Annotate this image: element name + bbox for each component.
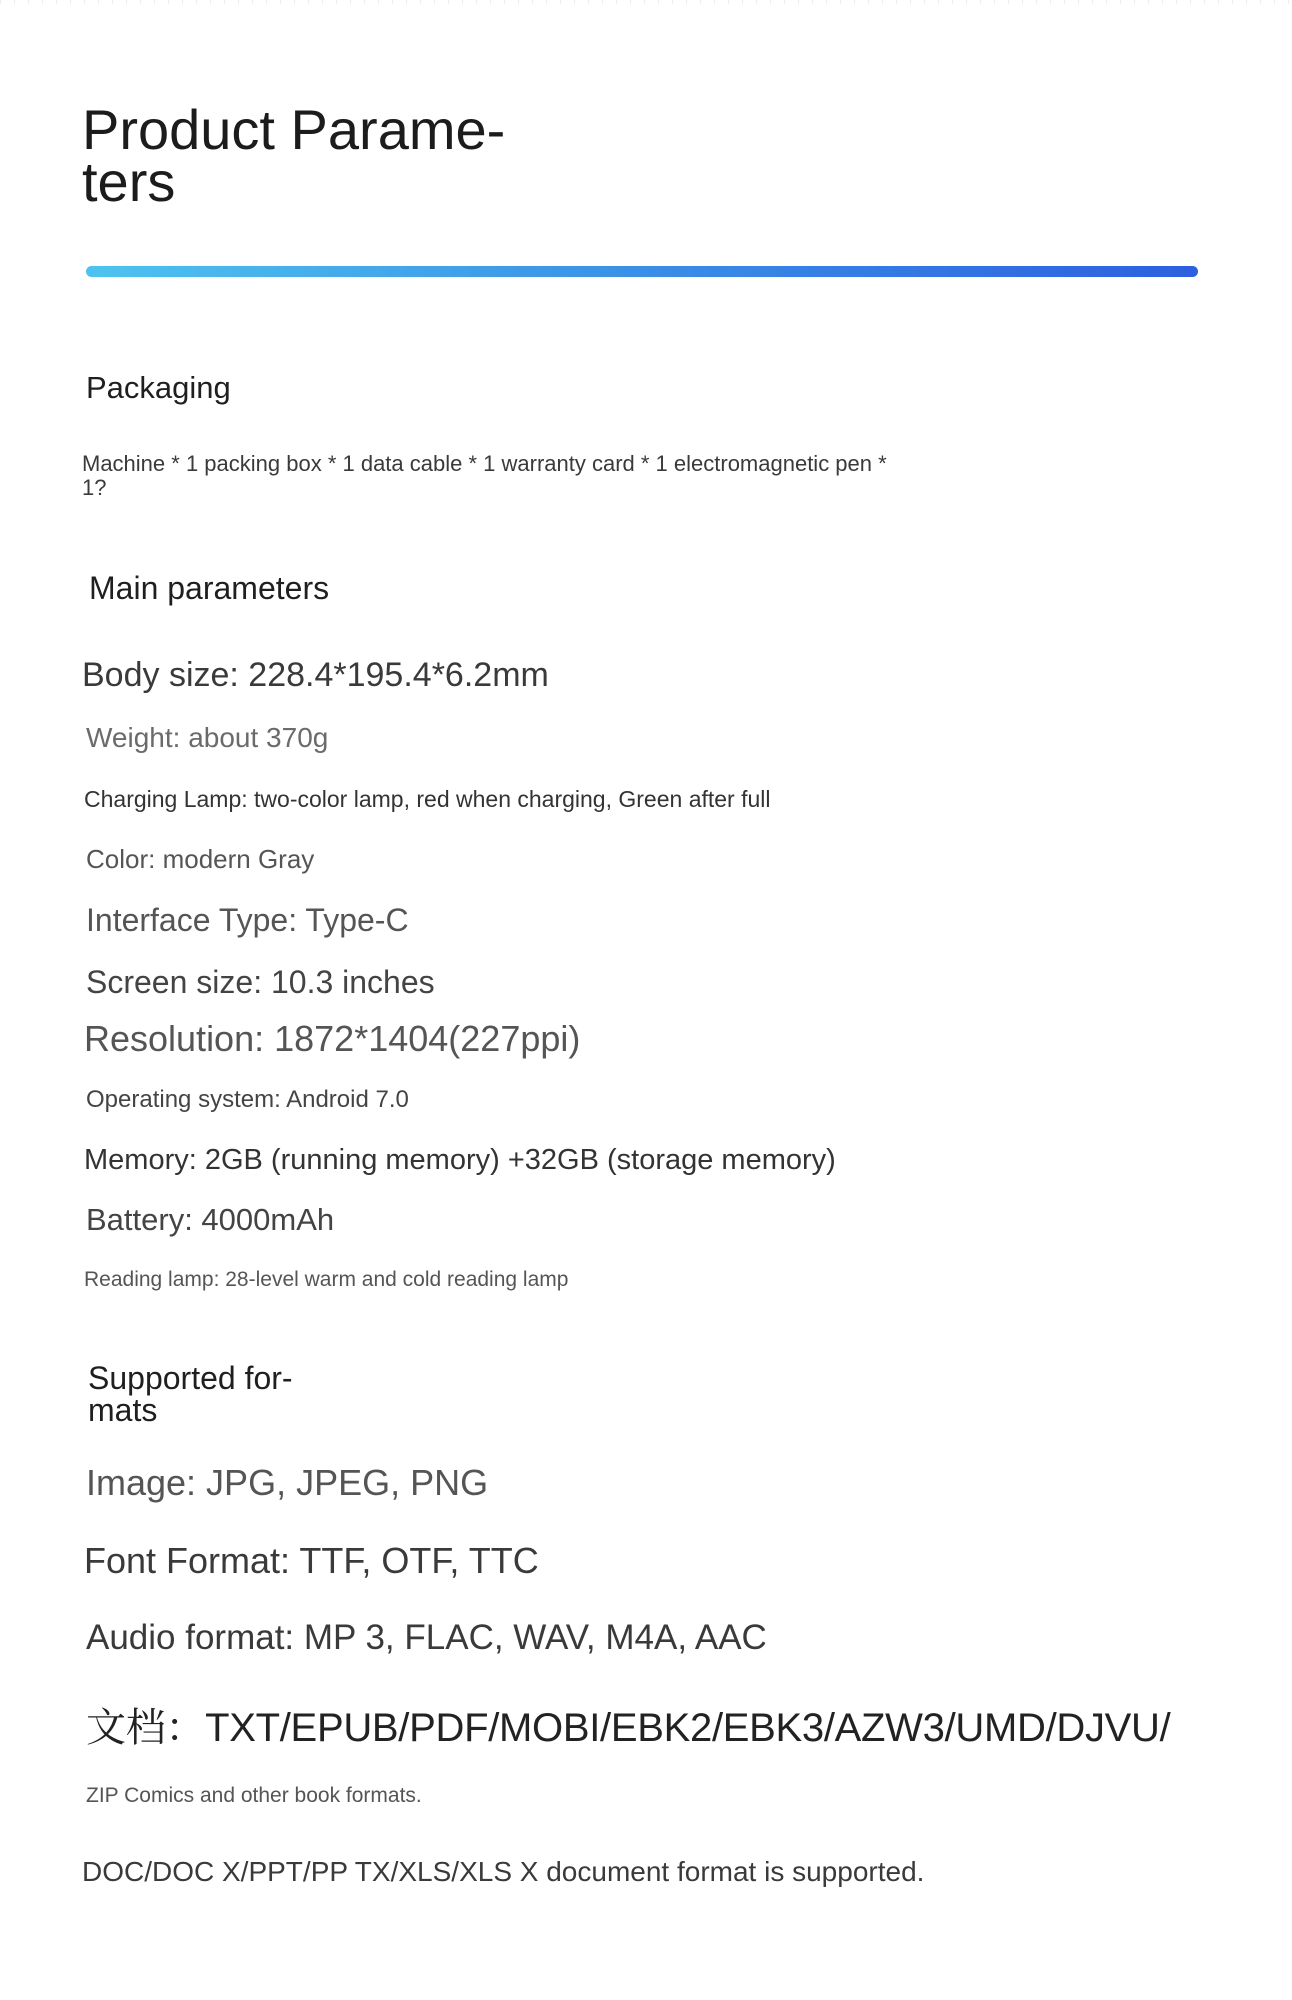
param-memory: Memory: 2GB (running memory) +32GB (storage memory) (84, 1144, 836, 1176)
format-document: 文档：TXT/EPUB/PDF/MOBI/EBK2/EBK3/AZW3/UMD/DJVU/ (86, 1706, 1171, 1750)
param-operating-system: Operating system: Android 7.0 (86, 1086, 409, 1113)
param-resolution: Resolution: 1872*1404(227ppi) (84, 1018, 581, 1059)
format-audio: Audio format: MP 3, FLAC, WAV, M4A, AAC (86, 1618, 767, 1657)
format-zip-comics: ZIP Comics and other book formats. (86, 1784, 422, 1807)
supported-formats-heading (88, 1362, 348, 1426)
page-title-text: Product Parame- ters (82, 98, 506, 213)
main-parameters-heading: Main parameters (89, 570, 330, 606)
format-font: Font Format: TTF, OTF, TTC (84, 1540, 539, 1581)
format-image: Image: JPG, JPEG, PNG (86, 1462, 489, 1503)
param-battery: Battery: 4000mAh (86, 1202, 335, 1237)
param-charging-lamp: Charging Lamp: two-color lamp, red when charging, Green after full (84, 786, 771, 812)
param-body-size: Body size: 228.4*195.4*6.2mm (82, 656, 549, 694)
param-reading-lamp: Reading lamp: 28-level warm and cold reading lamp (84, 1268, 569, 1291)
title-underline-bar (86, 266, 1198, 277)
param-screen-size: Screen size: 10.3 inches (86, 964, 435, 1000)
packaging-heading: Packaging (86, 370, 231, 405)
supported-formats-heading-text: Supported for- mats (88, 1360, 293, 1428)
param-color: Color: modern Gray (86, 844, 315, 874)
top-border-line (0, 0, 1292, 4)
packaging-contents: Machine * 1 packing box * 1 data cable * 1 warranty card * 1 electromagnetic pen * 1? (82, 451, 887, 500)
format-office-documents: DOC/DOC X/PPT/PP TX/XLS/XLS X document format is supported. (82, 1856, 925, 1887)
param-interface-type: Interface Type: Type-C (86, 902, 409, 938)
page-title (82, 98, 542, 213)
param-weight: Weight: about 370g (86, 722, 329, 753)
